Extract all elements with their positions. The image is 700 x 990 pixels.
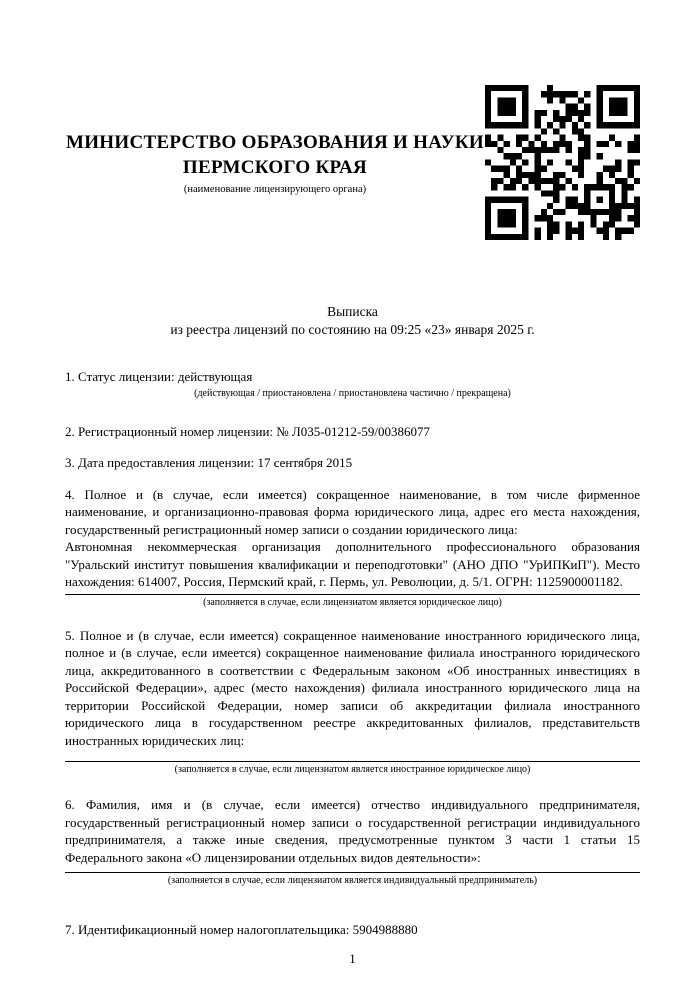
item-registration-number (65, 423, 640, 441)
taxpayer-number-text: 7. Идентификационный номер налогоплательщика: 5904988880 (65, 922, 418, 937)
document-title-line2: из реестра лицензий по состоянию на 09:25 «23» января 2025 г. (170, 322, 535, 337)
legal-entity-caption: (заполняется в случае, если лицензиатом является юридическое лицо) (203, 596, 502, 608)
license-status-text: 1. Статус лицензии: действующая (65, 369, 253, 384)
item-taxpayer-number (65, 921, 640, 939)
fill-line (65, 761, 640, 762)
item-license-status (65, 368, 640, 400)
page-number: 1 (349, 950, 356, 966)
license-status-caption: (действующая / приостановлена / приостановлена частично / прекращена) (194, 387, 511, 399)
document-content (65, 0, 640, 967)
item-entrepreneur-info (65, 796, 640, 887)
fill-line (65, 872, 640, 873)
ministry-caption: (наименование лицензирующего органа) (183, 184, 367, 195)
licensing-authority-block (65, 130, 485, 195)
registration-number-text: 2. Регистрационный номер лицензии: № Л035-01212-59/00386077 (65, 423, 431, 439)
foreign-entity-caption: (заполняется в случае, если лицензиатом является иностранное юридическое лицо) (174, 764, 531, 775)
ministry-name-line1: МИНИСТЕРСТВО ОБРАЗОВАНИЯ И НАУКИ (65, 132, 485, 153)
item-legal-entity-info (65, 486, 640, 609)
fill-line (65, 594, 640, 595)
document-title (65, 303, 640, 339)
ministry-name (65, 130, 485, 180)
entrepreneur-caption: (заполняется в случае, если лицензиатом является индивидуальный предприниматель) (167, 875, 538, 886)
document-title-line1: Выписка (327, 304, 378, 319)
document-header (65, 85, 640, 240)
legal-entity-value: Автономная некоммерческая организация дополнительного профессионального образования "Уральский институт повышения квалификации и переподготовки" (АНО ДПО "УрИПКиП"). Место нахождения: 614007, Россия, Пермский край, г. Пермь, ул. Революции, д. 5/1. ОГРН: 1125900001182. (65, 539, 640, 589)
item-foreign-entity-info (65, 627, 640, 777)
ministry-name-line2: ПЕРМСКОГО КРАЯ (182, 157, 368, 178)
item-license-grant-date (65, 454, 640, 472)
items-list (65, 368, 640, 939)
qr-code-icon (485, 85, 640, 240)
legal-entity-prompt: 4. Полное и (в случае, если имеется) сокращенное наименование, в том числе фирменное наименование, и организационно-правовая форма юридического лица, адрес его места нахождения, государственный регистрационный номер записи о создании юридического лица: (65, 486, 640, 537)
entrepreneur-prompt: 6. Фамилия, имя и (в случае, если имеется) отчество индивидуального предпринимателя, государственный регистрационный номер записи о государственной регистрации индивидуального предпринимателя, а также иные сведения, предусмотренные пунктом 3 части 1 статьи 15 Федерального закона «О лицензировании отдельных видов деятельности»: (65, 797, 640, 865)
license-grant-date-text: 3. Дата предоставления лицензии: 17 сентября 2015 (65, 455, 353, 470)
foreign-entity-prompt: 5. Полное и (в случае, если имеется) сокращенное наименование иностранного юридического лица, полное и (в случае, если имеется) сокращенное наименование филиала иностранного юридического лица, аккредитованного в соответствии с Федеральным законом «Об иностранных инвестициях в Российской Федерации», адрес (место нахождения) филиала иностранного юридического лица на территории Российской Федерации, номер записи об аккредитации филиала иностранного юридического лица в государственном реестре аккредитованных филиалов, представительств иностранных юридических лиц: (65, 627, 640, 748)
